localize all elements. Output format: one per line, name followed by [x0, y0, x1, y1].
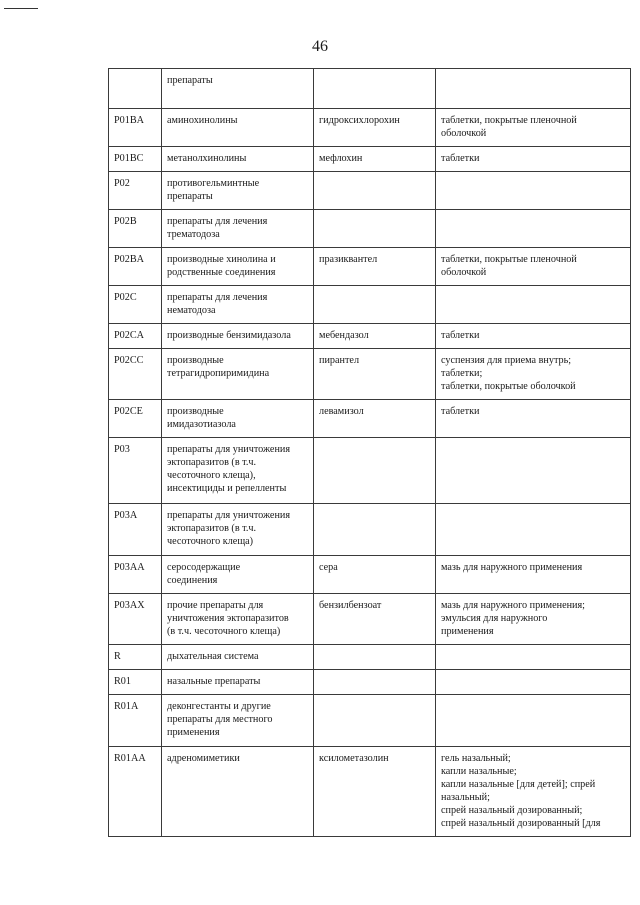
group-line: дыхательная система — [167, 651, 259, 662]
forms-cell — [436, 695, 631, 747]
group-line: трематодоза — [167, 229, 220, 240]
group-line: тетрагидропиримидина — [167, 368, 270, 379]
form-line: таблетки — [441, 406, 480, 417]
group-cell — [162, 324, 314, 349]
atc-code-cell: P02BA — [109, 248, 162, 286]
atc-code-cell: P02B — [109, 210, 162, 248]
atc-code-cell: P03AX — [109, 594, 162, 645]
group-line: уничтожения эктопаразитов — [167, 613, 289, 624]
substance-cell: ксилометазолин — [314, 747, 436, 837]
table-row — [109, 670, 631, 695]
group-cell — [162, 695, 314, 747]
substance-cell: гидроксихлорохин — [314, 109, 436, 147]
atc-code-cell: P02C — [109, 286, 162, 324]
atc-code-cell: P03AA — [109, 556, 162, 594]
group-cell — [162, 645, 314, 670]
group-line: производные бензимидазола — [167, 330, 291, 341]
group-line: препараты для местного — [167, 714, 273, 725]
forms-cell — [436, 172, 631, 210]
form-line: капли назальные; — [441, 766, 517, 777]
forms-cell — [436, 504, 631, 556]
atc-code-cell: P02CA — [109, 324, 162, 349]
forms-cell — [436, 210, 631, 248]
table-row — [109, 172, 631, 210]
atc-code-cell: P02CC — [109, 349, 162, 400]
substance-cell — [314, 645, 436, 670]
group-line: родственные соединения — [167, 267, 276, 278]
atc-code-cell: R01 — [109, 670, 162, 695]
group-cell — [162, 349, 314, 400]
form-line: оболочкой — [441, 267, 487, 278]
forms-cell — [436, 556, 631, 594]
substance-cell — [314, 286, 436, 324]
form-line: таблетки, покрытые оболочкой — [441, 381, 576, 392]
group-cell — [162, 109, 314, 147]
forms-cell — [436, 69, 631, 109]
form-line: мазь для наружного применения; — [441, 600, 586, 611]
group-cell — [162, 69, 314, 109]
group-line: адреномиметики — [167, 753, 240, 764]
form-line: оболочкой — [441, 128, 487, 139]
group-line: инсектициды и репелленты — [167, 483, 287, 494]
form-line: таблетки; — [441, 368, 483, 379]
substance-cell: празиквантел — [314, 248, 436, 286]
atc-code-cell: P03A — [109, 504, 162, 556]
table-row — [109, 286, 631, 324]
form-line: таблетки — [441, 330, 480, 341]
group-line: препараты для уничтожения — [167, 444, 291, 455]
atc-code-cell: P02 — [109, 172, 162, 210]
table-row — [109, 210, 631, 248]
atc-code-cell: P01BA — [109, 109, 162, 147]
form-line: таблетки, покрытые пленочной — [441, 115, 577, 126]
forms-cell — [436, 670, 631, 695]
table-row — [109, 438, 631, 504]
group-cell — [162, 147, 314, 172]
table-row — [109, 645, 631, 670]
atc-code-cell: P03 — [109, 438, 162, 504]
table-row — [109, 594, 631, 645]
forms-cell — [436, 594, 631, 645]
group-line: препараты для лечения — [167, 216, 268, 227]
form-line: эмульсия для наружного — [441, 613, 548, 624]
group-line: чесоточного клеща) — [167, 536, 254, 547]
group-line: препараты для уничтожения — [167, 510, 291, 521]
group-line: (в т.ч. чесоточного клеща) — [167, 626, 281, 637]
group-line: имидазотиазола — [167, 419, 236, 430]
group-cell — [162, 248, 314, 286]
table-row — [109, 400, 631, 438]
table-row — [109, 556, 631, 594]
group-line: нематодоза — [167, 305, 216, 316]
form-line: применения — [441, 626, 494, 637]
group-cell — [162, 172, 314, 210]
group-line: применения — [167, 727, 220, 738]
group-line: эктопаразитов (в т.ч. — [167, 523, 257, 534]
atc-code-cell: P01BC — [109, 147, 162, 172]
forms-cell — [436, 147, 631, 172]
form-line: спрей назальный дозированный; — [441, 805, 583, 816]
substance-cell — [314, 695, 436, 747]
substance-cell — [314, 438, 436, 504]
group-line: эктопаразитов (в т.ч. — [167, 457, 257, 468]
drug-table — [108, 68, 631, 837]
atc-code-cell: R — [109, 645, 162, 670]
group-line: прочие препараты для — [167, 600, 264, 611]
table-row — [109, 695, 631, 747]
group-cell — [162, 594, 314, 645]
group-line: аминохинолины — [167, 115, 238, 126]
group-line: противогельминтные — [167, 178, 260, 189]
group-line: соединения — [167, 575, 218, 586]
form-line: суспензия для приема внутрь; — [441, 355, 572, 366]
forms-cell — [436, 349, 631, 400]
form-line: спрей назальный дозированный [для — [441, 818, 601, 829]
group-cell — [162, 286, 314, 324]
forms-cell — [436, 324, 631, 349]
group-line: производные — [167, 355, 224, 366]
group-line: производные — [167, 406, 224, 417]
substance-cell: мефлохин — [314, 147, 436, 172]
substance-cell: пирантел — [314, 349, 436, 400]
substance-cell: мебендазол — [314, 324, 436, 349]
table-row — [109, 349, 631, 400]
atc-code-cell: P02CE — [109, 400, 162, 438]
corner-mark — [4, 8, 38, 9]
forms-cell — [436, 109, 631, 147]
forms-cell — [436, 645, 631, 670]
forms-cell — [436, 286, 631, 324]
group-cell — [162, 504, 314, 556]
table-row — [109, 747, 631, 837]
table-body — [109, 69, 631, 837]
group-line: серосодержащие — [167, 562, 241, 573]
atc-code-cell: R01AA — [109, 747, 162, 837]
group-line: деконгестанты и другие — [167, 701, 271, 712]
group-line: препараты — [167, 75, 213, 86]
table-row — [109, 147, 631, 172]
group-cell — [162, 400, 314, 438]
forms-cell — [436, 438, 631, 504]
group-cell — [162, 210, 314, 248]
form-line: таблетки, покрытые пленочной — [441, 254, 577, 265]
substance-cell — [314, 172, 436, 210]
forms-cell — [436, 400, 631, 438]
group-cell — [162, 747, 314, 837]
page-number: 46 — [312, 38, 328, 55]
form-line: назальный; — [441, 792, 490, 803]
substance-cell: бензилбензоат — [314, 594, 436, 645]
table-row — [109, 248, 631, 286]
substance-cell — [314, 210, 436, 248]
forms-cell — [436, 747, 631, 837]
group-line: препараты для лечения — [167, 292, 268, 303]
group-line: производные хинолина и — [167, 254, 276, 265]
form-line: таблетки — [441, 153, 480, 164]
atc-code-cell: R01A — [109, 695, 162, 747]
table-row — [109, 109, 631, 147]
table-row — [109, 69, 631, 109]
atc-code-cell — [109, 69, 162, 109]
substance-cell: левамизол — [314, 400, 436, 438]
group-cell — [162, 556, 314, 594]
group-line: назальные препараты — [167, 676, 261, 687]
substance-cell — [314, 504, 436, 556]
group-line: метанолхинолины — [167, 153, 247, 164]
forms-cell — [436, 248, 631, 286]
group-cell — [162, 438, 314, 504]
substance-cell — [314, 69, 436, 109]
table-row — [109, 504, 631, 556]
group-line: препараты — [167, 191, 213, 202]
substance-cell: сера — [314, 556, 436, 594]
form-line: капли назальные [для детей]; спрей — [441, 779, 596, 790]
table-row — [109, 324, 631, 349]
group-line: чесоточного клеща), — [167, 470, 256, 481]
substance-cell — [314, 670, 436, 695]
form-line: мазь для наружного применения — [441, 562, 583, 573]
form-line: гель назальный; — [441, 753, 511, 764]
group-cell — [162, 670, 314, 695]
